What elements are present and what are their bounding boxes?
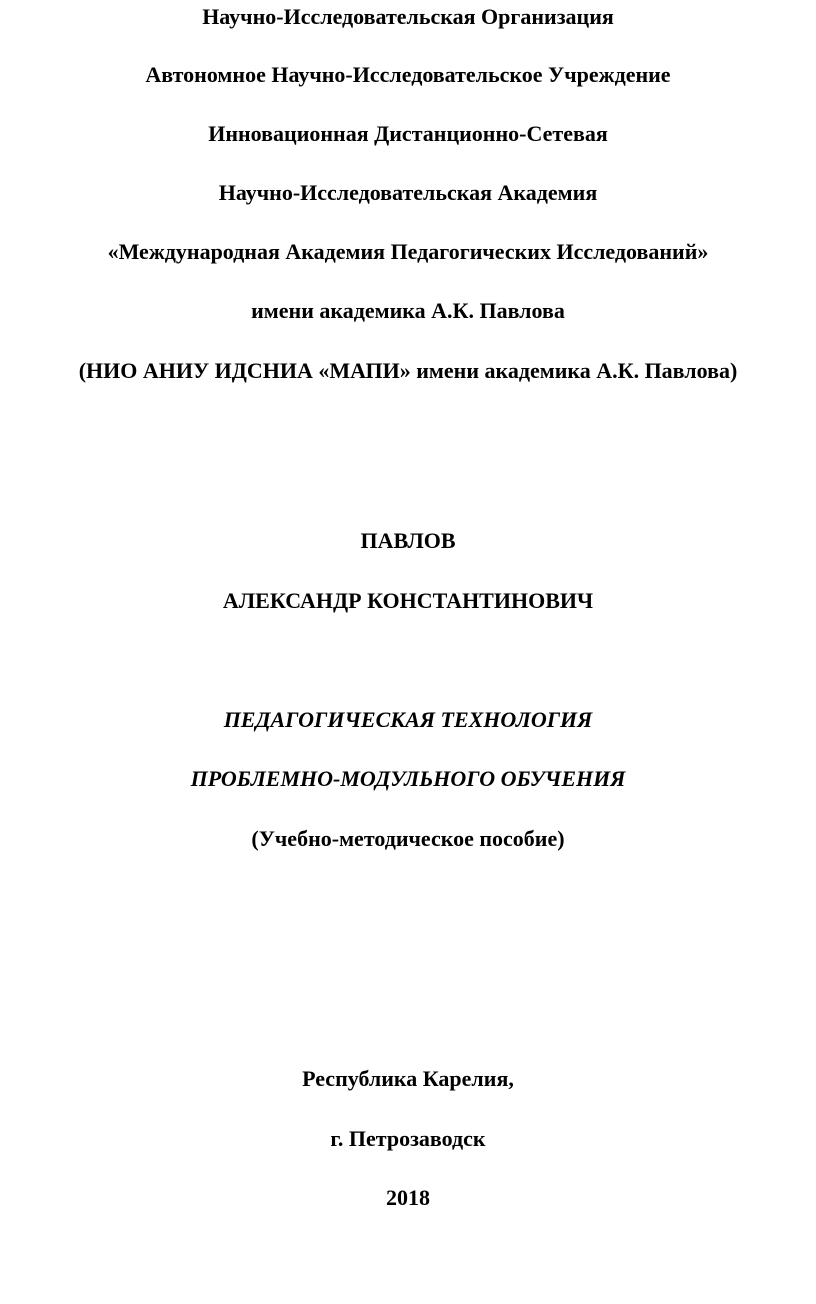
header-line-institution: Автономное Научно-Исследовательское Учреждение	[145, 62, 671, 87]
header-line-organization: Научно-Исследовательская Организация	[202, 4, 614, 29]
header-line-abbreviation: (НИО АНИУ ИДСНИА «МАПИ» имени академика А.К. Павлова)	[78, 358, 738, 383]
header-line-innovation: Инновационная Дистанционно-Сетевая	[208, 121, 608, 146]
document-subtitle: (Учебно-методическое пособие)	[251, 826, 565, 851]
publication-year: 2018	[386, 1185, 430, 1210]
author-surname: ПАВЛОВ	[360, 528, 456, 553]
author-given-names: АЛЕКСАНДР КОНСТАНТИНОВИЧ	[222, 588, 594, 613]
header-line-academy-name: «Международная Академия Педагогических Исследований»	[107, 239, 709, 264]
place-city: г. Петрозаводск	[330, 1126, 486, 1151]
place-region: Республика Карелия,	[302, 1066, 514, 1091]
title-line-1: ПЕДАГОГИЧЕСКАЯ ТЕХНОЛОГИЯ	[223, 707, 593, 732]
title-line-2: ПРОБЛЕМНО-МОДУЛЬНОГО ОБУЧЕНИЯ	[190, 766, 626, 791]
header-line-academy: Научно-Исследовательская Академия	[218, 180, 598, 205]
header-line-named-after: имени академика А.К. Павлова	[251, 298, 565, 323]
